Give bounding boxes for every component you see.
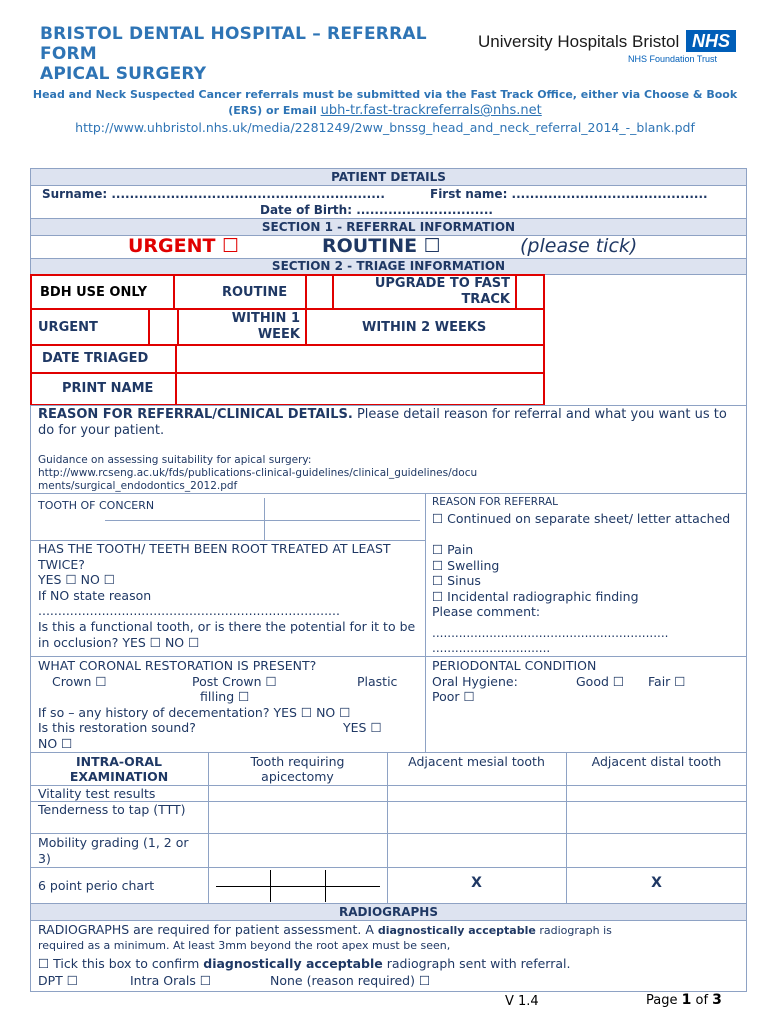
root-treated-question: HAS THE TOOTH/ TEETH BEEN ROOT TREATED AT LEAST TWICE? bbox=[38, 541, 391, 572]
exam-row-divider bbox=[30, 867, 747, 868]
reason-for-referral-label: REASON FOR REFERRAL bbox=[432, 496, 558, 508]
reason-heading bbox=[38, 407, 738, 439]
radiograph-confirm-checkbox[interactable] bbox=[38, 956, 570, 971]
upgrade-fast-track-label: UPGRADE TO FAST TRACK bbox=[374, 276, 510, 307]
within-1-week-label: WITHIN 1 WEEK bbox=[231, 311, 300, 342]
decementation-question[interactable]: If so – any history of decementation? YES ☐ NO ☐ bbox=[38, 705, 351, 720]
radiographs-line3-a: ☐ Tick this box to confirm bbox=[38, 956, 204, 971]
radiographs-line1-b: diagnostically acceptable bbox=[377, 924, 536, 937]
section2-header: SECTION 2 - TRIAGE INFORMATION bbox=[30, 258, 747, 275]
divider bbox=[305, 276, 307, 308]
continued-sheet-checkbox[interactable]: ☐ Continued on separate sheet/ letter attached bbox=[432, 511, 731, 526]
fast-track-email-link[interactable]: ubh-tr.fast-trackreferrals@nhs.net bbox=[320, 103, 542, 118]
oral-hygiene-label: Oral Hygiene: bbox=[432, 674, 518, 689]
page-of: of bbox=[691, 993, 713, 1008]
hygiene-good-checkbox[interactable]: Good ☐ bbox=[576, 674, 625, 689]
exam-col1-line1: INTRA-ORAL bbox=[75, 754, 163, 769]
bdh-use-only-label: BDH USE ONLY bbox=[40, 285, 148, 300]
divider bbox=[515, 276, 517, 308]
radiographs-line1-a: RADIOGRAPHS are required for patient assessment. A bbox=[38, 922, 378, 937]
perio-chart-line[interactable] bbox=[216, 886, 380, 887]
print-name-label: PRINT NAME bbox=[62, 381, 154, 396]
please-comment-label: Please comment: bbox=[432, 604, 541, 619]
divider bbox=[175, 346, 177, 404]
fast-track-notice bbox=[30, 87, 740, 119]
if-no-reason-field[interactable]: ............................................................................ bbox=[38, 603, 340, 618]
dob-field[interactable]: Date of Birth: .............................. bbox=[260, 203, 493, 217]
divider bbox=[332, 276, 334, 308]
page-total: 3 bbox=[712, 992, 722, 1008]
distal-na-mark: X bbox=[651, 875, 662, 891]
page-current: 1 bbox=[681, 992, 692, 1008]
none-checkbox[interactable]: None (reason required) ☐ bbox=[270, 973, 431, 988]
row-divider bbox=[30, 656, 747, 657]
intra-orals-checkbox[interactable]: Intra Orals ☐ bbox=[130, 973, 212, 988]
title-line-3: APICAL SURGERY bbox=[40, 64, 207, 84]
nhs-logo: NHS bbox=[686, 30, 736, 52]
divider bbox=[305, 310, 307, 344]
within-2-weeks-label: WITHIN 2 WEEKS bbox=[362, 320, 487, 335]
guidance-text: Guidance on assessing suitability for apical surgery: bbox=[38, 454, 312, 466]
radiographs-line2: required as a minimum. At least 3mm beyond the root apex must be seen, bbox=[38, 939, 451, 952]
first-name-field[interactable]: First name: ........................................... bbox=[430, 187, 708, 201]
sinus-checkbox[interactable]: ☐ Sinus bbox=[432, 573, 481, 588]
section1-header: SECTION 1 - REFERRAL INFORMATION bbox=[30, 218, 747, 236]
exam-row-perio: 6 point perio chart bbox=[38, 878, 155, 893]
exam-row-mobility: Mobility grading (1, 2 or 3) bbox=[38, 835, 189, 866]
if-no-label: If NO state reason bbox=[38, 588, 152, 603]
hygiene-fair-checkbox[interactable]: Fair ☐ bbox=[648, 674, 686, 689]
tooth-of-concern-line[interactable] bbox=[105, 520, 420, 521]
logo-trust: NHS Foundation Trust bbox=[628, 54, 718, 64]
tooth-divider bbox=[264, 498, 265, 540]
exam-row-ttt: Tenderness to tap (TTT) bbox=[38, 802, 186, 817]
column-divider bbox=[425, 493, 426, 753]
dpt-checkbox[interactable]: DPT ☐ bbox=[38, 973, 78, 988]
radiographs-line3-c: radiograph sent with referral. bbox=[382, 956, 571, 971]
hospital-logo bbox=[478, 28, 748, 68]
exam-row-divider bbox=[30, 833, 747, 834]
patient-details-header: PATIENT DETAILS bbox=[30, 168, 747, 186]
plastic-label: Plastic bbox=[357, 674, 398, 689]
exam-col2-line2: apicectomy bbox=[261, 769, 334, 784]
exam-row-vitality: Vitality test results bbox=[38, 786, 156, 801]
notice-text: Head and Neck Suspected Cancer referrals must be submitted via the Fast Track Office, either via Choose & Book (ERS) or Email bbox=[32, 88, 738, 117]
reason-heading-bold: REASON FOR REFERRAL/CLINICAL DETAILS. bbox=[38, 407, 353, 422]
perio-chart-divider bbox=[270, 870, 271, 902]
logo-name: University Hospitals Bristol bbox=[478, 32, 680, 51]
mesial-na-mark: X bbox=[471, 875, 482, 891]
page-prefix: Page bbox=[646, 993, 682, 1008]
reason-heading-rest: Please detail reason for referral and what you want us to do for your patient. bbox=[38, 407, 727, 438]
functional-tooth-question[interactable]: Is this a functional tooth, or is there the potential for it to be in occlusion? YES ☐ NO ☐ bbox=[38, 619, 416, 650]
root-treated-yes-no[interactable]: YES ☐ NO ☐ bbox=[38, 572, 115, 587]
radiographs-line3-b: diagnostically acceptable bbox=[203, 956, 383, 971]
urgent-checkbox[interactable]: URGENT ☐ bbox=[128, 235, 240, 257]
divider bbox=[177, 310, 179, 344]
triage-urgent-label: URGENT bbox=[38, 320, 98, 335]
divider bbox=[148, 310, 150, 344]
comment-field-2[interactable]: ............................... bbox=[432, 641, 551, 655]
swelling-checkbox[interactable]: ☐ Swelling bbox=[432, 558, 500, 573]
divider bbox=[173, 276, 175, 308]
surname-field[interactable]: Surname: ............................................................ bbox=[42, 187, 385, 201]
head-neck-referral-url[interactable]: http://www.uhbristol.nhs.uk/media/2281249/2ww_bnssg_head_and_neck_referral_2014_-_blank.pdf bbox=[75, 120, 695, 135]
perio-chart-divider bbox=[325, 870, 326, 902]
radiographs-header: RADIOGRAPHS bbox=[30, 903, 747, 921]
please-tick-note: (please tick) bbox=[520, 235, 638, 257]
title-line-2: FORM bbox=[40, 44, 97, 64]
head-neck-referral-link[interactable] bbox=[30, 120, 740, 136]
page-number bbox=[646, 993, 722, 1008]
restoration-sound-no[interactable]: NO ☐ bbox=[38, 736, 73, 751]
crown-checkbox[interactable]: Crown ☐ bbox=[52, 674, 107, 689]
title-line-1: BRISTOL DENTAL HOSPITAL – REFERRAL bbox=[40, 24, 427, 44]
radiographs-line1 bbox=[38, 922, 612, 938]
restoration-sound-yes[interactable]: YES ☐ bbox=[343, 720, 382, 735]
radiographs-line1-c: radiograph is bbox=[535, 924, 612, 937]
exam-col3-header: Adjacent mesial tooth bbox=[408, 754, 545, 769]
triage-routine-label: ROUTINE bbox=[222, 285, 288, 300]
exam-col4-header: Adjacent distal tooth bbox=[591, 754, 722, 769]
tooth-of-concern-label: TOOTH OF CONCERN bbox=[38, 499, 155, 512]
pain-checkbox[interactable]: ☐ Pain bbox=[432, 542, 474, 557]
restoration-sound-question: Is this restoration sound? bbox=[38, 720, 196, 735]
version-label: V 1.4 bbox=[505, 994, 539, 1009]
date-triaged-label: DATE TRIAGED bbox=[42, 351, 149, 366]
guidance-link[interactable]: http://www.rcseng.ac.uk/fds/publications-clinical-guidelines/clinical_guidelines/documents/surgical_endodontics_2012.pdf bbox=[38, 467, 478, 492]
periodontal-heading: PERIODONTAL CONDITION bbox=[432, 658, 597, 673]
comment-field-1[interactable]: .............................................................. bbox=[432, 626, 669, 640]
exam-col1-line2: EXAMINATION bbox=[69, 769, 169, 784]
post-crown-checkbox[interactable]: Post Crown ☐ bbox=[192, 674, 277, 689]
coronal-restoration-question: WHAT CORONAL RESTORATION IS PRESENT? bbox=[38, 658, 317, 673]
exam-col2-line1: Tooth requiring bbox=[250, 754, 345, 769]
incidental-finding-checkbox[interactable]: ☐ Incidental radiographic finding bbox=[432, 589, 639, 604]
plastic-filling-checkbox[interactable]: filling ☐ bbox=[200, 689, 250, 704]
hygiene-poor-checkbox[interactable]: Poor ☐ bbox=[432, 689, 475, 704]
routine-checkbox[interactable]: ROUTINE ☐ bbox=[322, 235, 441, 257]
form-title bbox=[40, 24, 480, 84]
